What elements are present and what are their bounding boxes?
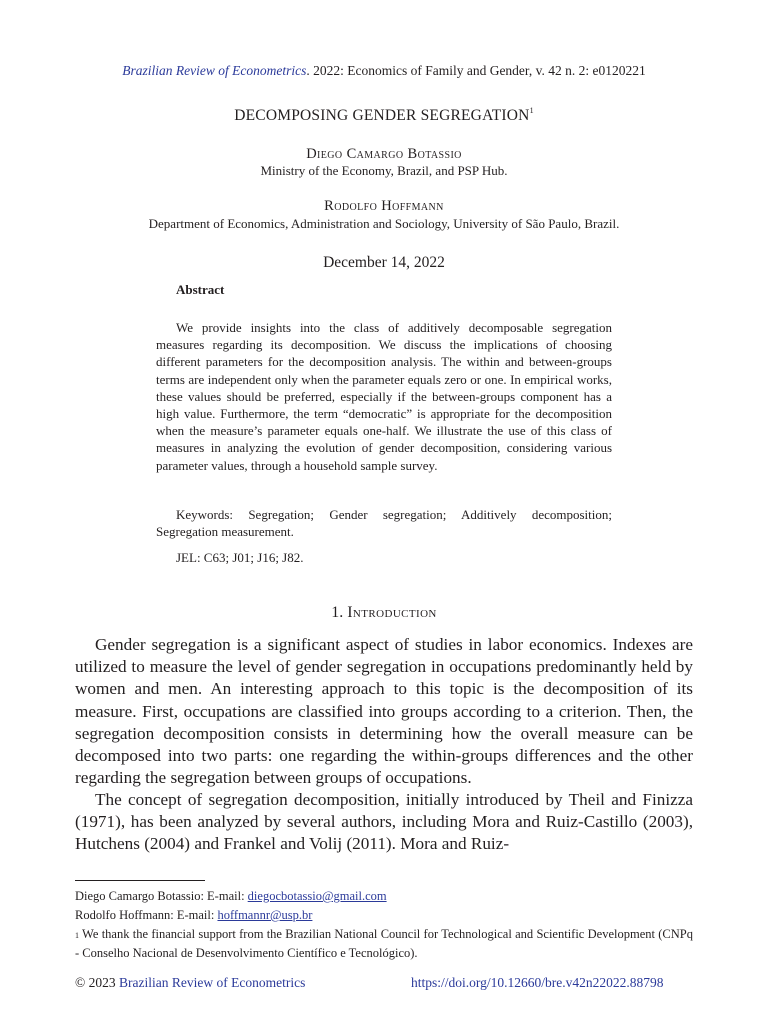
- body-paragraph-1: Gender segregation is a significant aspect of studies in labor economics. Indexes are utilized to measure the level of gender segregation in occupations predominantly held by women and men. An interesting approach to this topic is the decomposition of its measure. First, occupations are classified into groups according to a criterion. Then, the segregation decomposition consists in determining how the overall measure can be decomposed into two parts: one regarding the within-groups differences and the other regarding the segregation between groups of occupations.: [75, 635, 693, 788]
- journal-issue-info: . 2022: Economics of Family and Gender, v. 42 n. 2: e0120221: [306, 63, 646, 78]
- article-title-text: DECOMPOSING GENDER SEGREGATION: [234, 107, 530, 124]
- abstract-heading: Abstract: [176, 282, 225, 297]
- footer-copyright-symbol: © 2023: [75, 975, 120, 990]
- footer-doi-link[interactable]: https://doi.org/10.12660/bre.v42n22022.88798: [411, 975, 664, 990]
- email-link-author-1[interactable]: diegocbotassio@gmail.com: [247, 889, 387, 903]
- footnote-author-2-label: Rodolfo Hoffmann: E-mail:: [75, 908, 218, 922]
- section-heading-introduction: [0, 604, 768, 622]
- footnote-mark: 1: [75, 931, 79, 940]
- jel-codes: JEL: C63; J01; J16; J82.: [176, 550, 304, 565]
- author-affiliation-2: Department of Economics, Administration and Sociology, University of São Paulo, Brazil.: [148, 216, 620, 231]
- footnote-acknowledgement: [75, 925, 693, 963]
- footnote-acknowledgement-text: We thank the financial support from the Brazilian National Council for Technological and Scientific Development (CNPq - Conselho Nacional de Desenvolvimento Científico e Tecnológico).: [75, 927, 693, 960]
- keywords: Keywords: Segregation; Gender segregation; Additively decomposition; Segregation measurement.: [156, 507, 612, 540]
- email-link-author-2[interactable]: hoffmannr@usp.br: [217, 908, 313, 922]
- footnote-author-2: [75, 906, 693, 925]
- author-name-1: Diego Camargo Botassio: [306, 146, 462, 162]
- footer-copyright: [75, 975, 305, 991]
- footer-journal-link[interactable]: Brazilian Review of Econometrics: [119, 975, 306, 990]
- section-number: 1.: [331, 604, 344, 621]
- body-paragraph-2: The concept of segregation decomposition, initially introduced by Theil and Finizza (1971), has been analyzed by several authors, including Mora and Ruiz-Castillo (2003), Hutchens (2004) and Frankel and Volij (2011). Mora and Ruiz-: [75, 790, 693, 854]
- footnote-author-1: [75, 887, 693, 906]
- section-title: Introduction: [347, 604, 437, 621]
- article-title: [0, 107, 768, 125]
- author-name-2: Rodolfo Hoffmann: [324, 198, 444, 214]
- publication-date: December 14, 2022: [323, 254, 445, 271]
- footnote-divider: [75, 880, 205, 881]
- footnote-author-1-label: Diego Camargo Botassio: E-mail:: [75, 889, 248, 903]
- abstract-text: We provide insights into the class of additively decomposable segregation measures regarding its decomposition. We discuss the implications of choosing different parameters for the decomposition analysis. The within and between-groups terms are independent only when the parameter equals zero or one. In empirical works, these values should be preferred, especially if the between-groups component has a high value. Furthermore, the term “democratic” is appropriate for the decomposition when the measure’s parameter equals one-half. We illustrate the use of this class of measures in analyzing the evolution of gender decomposition, considering various parameter values, through a household sample survey.: [156, 320, 612, 473]
- title-footnote-mark[interactable]: 1: [529, 106, 534, 115]
- journal-citation-line: [0, 63, 768, 79]
- author-affiliation-1: Ministry of the Economy, Brazil, and PSP Hub.: [260, 163, 508, 178]
- journal-name-link[interactable]: Brazilian Review of Econometrics: [122, 63, 307, 78]
